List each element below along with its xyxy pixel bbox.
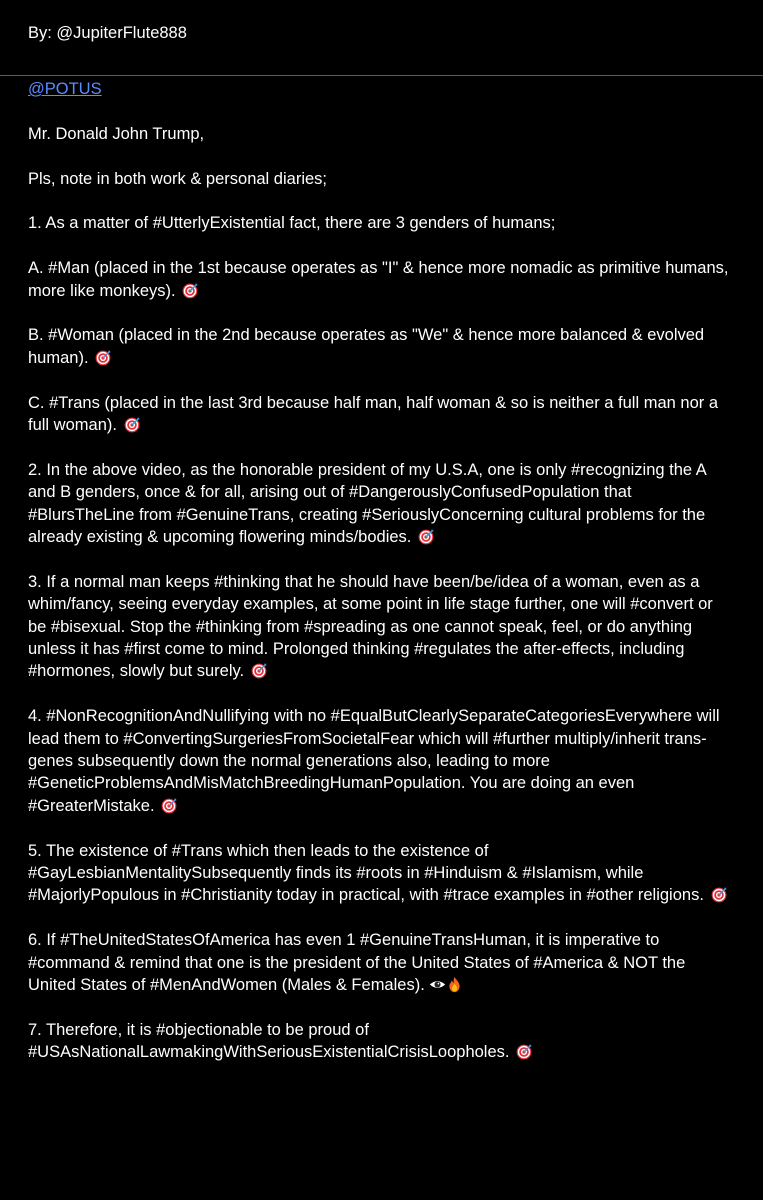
post-header (0, 0, 763, 76)
direct-hit-icon (161, 798, 177, 814)
paragraph-text: C. #Trans (placed in the last 3rd because half man, half woman & so is neither a full man nor a full woman). (28, 393, 718, 434)
fire-icon (446, 976, 463, 993)
numbered-paragraph (28, 705, 735, 817)
mention-link[interactable]: @POTUS (28, 80, 102, 98)
paragraph-text: 6. If #TheUnitedStatesOfAmerica has even 1 #GenuineTransHuman, it is imperative to #command & remind that one is the president of the United States of #America & NOT the United States of #MenAndWomen (Males & Females). (28, 931, 686, 995)
paragraph-text: 2. In the above video, as the honorable president of my U.S.A, one is only #recognizing the A and B genders, once & for all, arising out of #DangerouslyConfusedPopulation that #BlursTheLine from #GenuineTrans, creating #SeriouslyConcerning cultural problems for the already existing & upcoming flowering minds/bodies. (28, 460, 706, 547)
numbered-paragraph (28, 324, 735, 369)
paragraph-text: 5. The existence of #Trans which then leads to the existence of #GayLesbianMentalitySubsequently finds its #roots in #Hinduism & #Islamism, while #MajorlyPopulous in #Christianity today in practical, with #trace examples in #other religions. (28, 841, 704, 905)
direct-hit-icon (251, 663, 267, 679)
paragraph-list (28, 212, 735, 1063)
direct-hit-icon (711, 887, 727, 903)
salutation: Mr. Donald John Trump, (28, 124, 205, 143)
numbered-paragraph (28, 840, 735, 907)
numbered-paragraph (28, 459, 735, 549)
direct-hit-icon (182, 283, 198, 299)
post-body (0, 76, 763, 1064)
paragraph-text: A. #Man (placed in the 1st because operates as "I" & hence more nomadic as primitive humans, more like monkeys). (28, 259, 729, 300)
numbered-paragraph (28, 212, 735, 234)
paragraph-text: 3. If a normal man keeps #thinking that he should have been/be/idea of a woman, even as a whim/fancy, seeing everyday examples, at some point in life stage further, one will #convert or be #bisexual. Stop the #thinking from #spreading as one cannot speak, feel, or do anything unless it has #first come to mind. Prolonged thinking #regulates the after-effects, including #hormones, slowly but surely. (28, 572, 713, 681)
direct-hit-icon (516, 1044, 532, 1060)
byline: By: @JupiterFlute888 (28, 24, 187, 42)
numbered-paragraph (28, 929, 735, 996)
numbered-paragraph (28, 1019, 735, 1064)
eye-icon (429, 976, 446, 993)
paragraph-text: 1. As a matter of #UtterlyExistential fact, there are 3 genders of humans; (28, 214, 556, 233)
numbered-paragraph (28, 257, 735, 302)
direct-hit-icon (95, 350, 111, 366)
paragraph-text: B. #Woman (placed in the 2nd because operates as "We" & hence more balanced & evolved human). (28, 326, 705, 367)
direct-hit-icon (124, 417, 140, 433)
direct-hit-icon (418, 529, 434, 545)
numbered-paragraph (28, 571, 735, 683)
intro-line: Pls, note in both work & personal diaries; (28, 169, 327, 188)
paragraph-text: 7. Therefore, it is #objectionable to be proud of #USAsNationalLawmakingWithSeriousExistentialCrisisLoopholes. (28, 1020, 510, 1062)
paragraph-text: 4. #NonRecognitionAndNullifying with no #EqualButClearlySeparateCategoriesEverywhere will lead them to #ConvertingSurgeriesFromSocietalFear which will #further multiply/inherit trans-genes subsequently down the normal generations also, leading to more #GeneticProblemsAndMisMatchBreedingHumanPopulation. You are doing an even #GreaterMistake. (28, 707, 720, 815)
numbered-paragraph (28, 392, 735, 437)
